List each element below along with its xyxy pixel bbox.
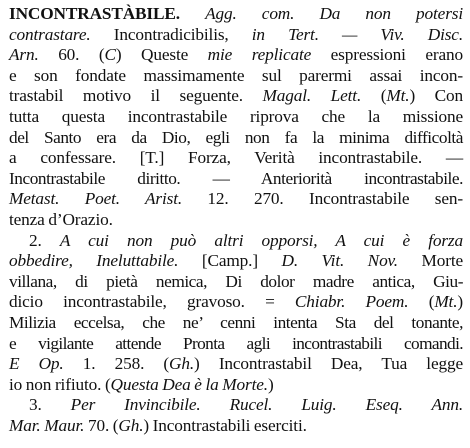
text-run: C — [104, 45, 116, 65]
text-run: ) — [267, 374, 274, 394]
text-run: e son fondate massimamente sul parermi assai incon- — [9, 65, 463, 85]
text-run: D. Vit. Nov. — [281, 251, 398, 271]
entry-line — [9, 313, 463, 334]
entry-line — [9, 66, 463, 87]
text-run: a confessare. [T.] Forza, Verità incontrastabile. — — [9, 148, 463, 168]
entry-line — [9, 148, 463, 169]
text-run: io non rifiuto. ( — [9, 374, 111, 394]
text-run: tutta questa incontrastabile riprova che la missione — [9, 106, 463, 126]
text-run: Incontrastabile diritto. — Anteriorità incontrastabile. — [9, 168, 463, 188]
text-run: e vigilante attende Pronta agli incontrastabili comandi. — [9, 333, 463, 353]
text-run: ) Incontrastabili eserciti. — [143, 415, 307, 435]
text-run: ) — [457, 292, 463, 312]
text-run: Incontradicibilis, — [90, 24, 252, 44]
text-run: Metast. Poet. Arist. — [9, 189, 183, 209]
text-run: Gh. — [169, 354, 195, 374]
text-run: ( — [361, 86, 387, 106]
text-run: dicio incontrastabile, gravoso. = — [9, 292, 295, 312]
text-run: espressioni erano — [311, 45, 463, 65]
text-run: ( — [408, 292, 435, 312]
text-run: Questa Dea è la Morte. — [110, 374, 268, 394]
text-run: obbedire, Ineluttabile. — [9, 251, 179, 271]
entry-line — [9, 86, 463, 107]
entry-line — [9, 354, 463, 375]
text-run: ) Con — [409, 86, 464, 106]
text-run: Arn. — [9, 45, 39, 65]
text-run: Mt. — [434, 292, 458, 312]
text-run: [Camp.] — [178, 251, 282, 271]
text-run: Gh. — [118, 415, 144, 435]
entry-line — [9, 128, 463, 149]
text-run: E Op. — [9, 354, 64, 374]
entry-line — [9, 189, 463, 210]
text-run: Mar. Maur. — [9, 415, 85, 435]
text-run — [180, 4, 205, 23]
text-run: contrastare. — [9, 24, 91, 44]
text-run: villana, di pietà nemica, Di dolor madre antica, Giu- — [9, 271, 463, 291]
entry-line — [9, 169, 463, 190]
entry-line — [9, 395, 463, 416]
text-run: 70. ( — [84, 415, 119, 435]
text-run: ) Queste — [115, 45, 208, 65]
entry-line — [9, 25, 463, 46]
text-run: A cui non può altri opporsi, A cui è forza — [59, 230, 463, 250]
text-run: tenza d’Orazio. — [9, 209, 113, 229]
text-run: in Tert. — Viv. Disc. — [251, 24, 463, 44]
entry-line — [9, 231, 463, 252]
text-run: Morte — [397, 251, 463, 271]
text-run: Agg. com. Da non potersi — [205, 4, 464, 23]
text-run: ) Incontrastabil Dea, Tua legge — [194, 354, 463, 374]
entry-line — [9, 334, 463, 355]
text-run: 3. — [29, 395, 71, 415]
entry-line — [9, 107, 463, 128]
text-run: 2. — [29, 230, 60, 250]
text-run: Mt. — [386, 86, 410, 106]
text-run: del Santo era da Dio, egli non fa la minima difficoltà — [9, 127, 463, 147]
text-run: 1. 258. ( — [63, 354, 170, 374]
entry-line — [9, 272, 463, 293]
entry-line — [9, 292, 463, 313]
text-run: Chiabr. Poem. — [294, 292, 409, 312]
entry-line — [9, 251, 463, 272]
entry-line — [9, 45, 463, 66]
text-run: Magal. Lett. — [262, 86, 362, 106]
text-run: Milizia eccelsa, che ne’ cenni intenta Sta del tonante, — [9, 312, 463, 332]
entry-line — [9, 4, 463, 25]
text-run: 60. ( — [38, 45, 105, 65]
entry-line — [9, 375, 463, 396]
entry-line — [9, 210, 463, 231]
text-run: mie replicate — [207, 45, 312, 65]
entry-line — [9, 416, 463, 437]
text-run: Per Invincibile. Rucel. Luig. Eseq. Ann. — [70, 395, 463, 415]
text-run: trastabil motivo il seguente. — [9, 86, 263, 106]
text-run: 12. 270. Incontrastabile sen- — [182, 189, 463, 209]
text-run: INCONTRASTÀBILE. — [9, 4, 180, 23]
